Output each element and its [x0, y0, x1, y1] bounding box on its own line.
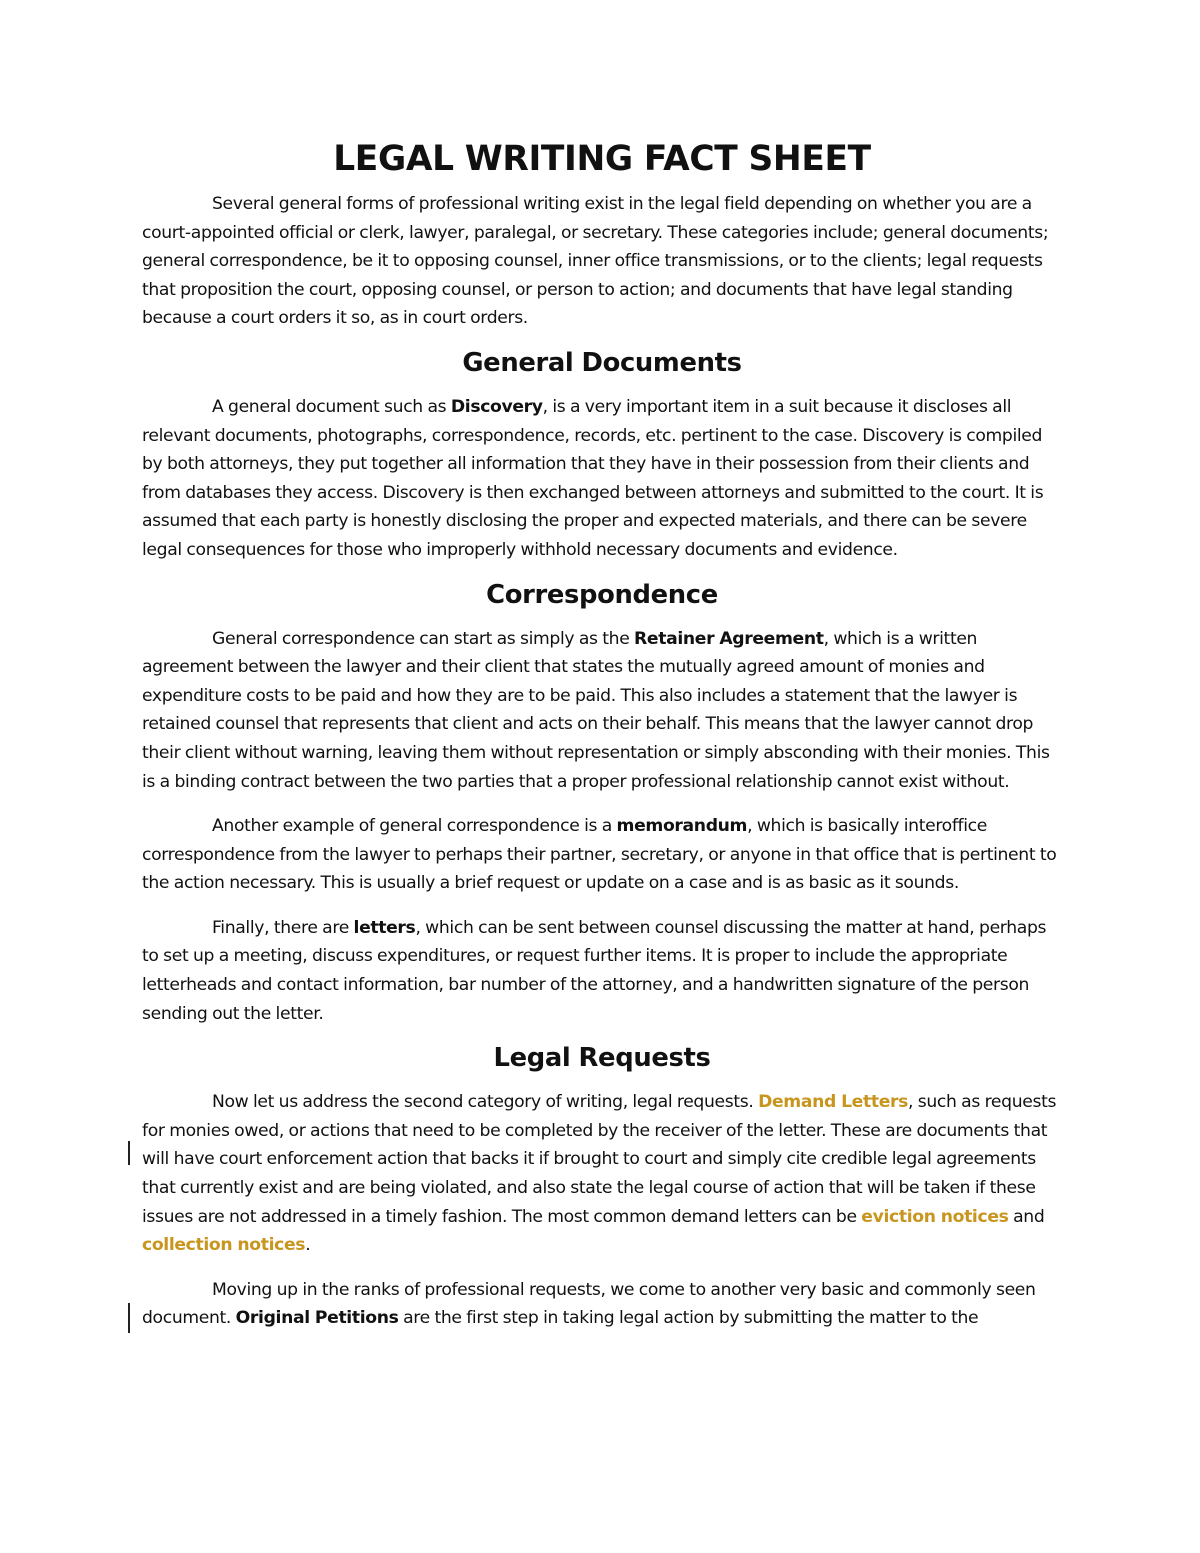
demand-letters-paragraph: Now let us address the second category of writing, legal requests. Demand Letters, such as requests for monies owed, or actions that need to be completed by the receiver of the letter. These are documents that will have court enforcement action that backs it if brought to court and simply cite credible legal agreements that currently exist and are being violated, and also state the legal course of action that will be taken if these issues are not addressed in a timely fashion. The most common demand letters can be eviction notices and collection notices. — [142, 1092, 1057, 1256]
term-discovery: Discovery — [450, 396, 543, 417]
term-memorandum: memorandum — [616, 816, 748, 837]
link-collection-notices[interactable]: collection notices — [142, 1235, 306, 1256]
retainer-agreement-paragraph: General correspondence can start as simply as the Retainer Agreement, which is a written agreement between the lawyer and their client that states the mutually agreed amount of monies and expenditure costs to be paid and how they are to be paid. This also includes a statement that the lawyer is retained counsel that represents that client and acts on their behalf. This means that the lawyer cannot drop their client without warning, leaving them without representation or simply absconding with their monies. This is a binding contract between the two parties that a proper professional relationship cannot exist without. — [142, 628, 1050, 792]
intro-paragraph: Several general forms of professional writing exist in the legal field depending on whether you are a court-appointed official or clerk, lawyer, paralegal, or secretary. These categories include; general documents; general correspondence, be it to opposing counsel, inner office transmissions, or to the clients; legal requests that proposition the court, opposing counsel, or person to action; and documents that have legal standing because a court orders it so, as in court orders. — [142, 194, 1049, 329]
term-original-petitions: Original Petitions — [235, 1308, 399, 1329]
original-petitions-paragraph: Moving up in the ranks of professional requests, we come to another very basic and commonly seen document. Original Petitions are the first step in taking legal action by submitting the matter to the — [142, 1279, 1036, 1329]
section-heading-legal-requests: Legal Requests — [493, 1043, 711, 1074]
link-demand-letters[interactable]: Demand Letters — [758, 1092, 909, 1113]
general-documents-paragraph: A general document such as Discovery, is a very important item in a suit because it discloses all relevant documents, photographs, correspondence, records, etc. pertinent to the case. Discovery is compiled by both attorneys, they put together all information that they have in their possession from their clients and from databases they access. Discovery is then exchanged between attorneys and submitted to the court. It is assumed that each party is honestly disclosing the proper and expected materials, and there can be severe legal consequences for those who improperly withhold necessary documents and evidence. — [142, 396, 1044, 560]
section-heading-correspondence: Correspondence — [486, 579, 718, 610]
link-eviction-notices[interactable]: eviction notices — [861, 1206, 1009, 1227]
term-retainer-agreement: Retainer Agreement — [634, 628, 824, 649]
revision-change-bar — [128, 1141, 130, 1165]
letters-paragraph: Finally, there are letters, which can be sent between counsel discussing the matter at hand, perhaps to set up a meeting, discuss expenditures, or request further items. It is proper to include the appropriate letterheads and contact information, bar number of the attorney, and a handwritten signature of the person sending out the letter. — [142, 917, 1047, 1024]
section-heading-general-documents: General Documents — [462, 347, 742, 378]
memorandum-paragraph: Another example of general correspondence is a memorandum, which is basically interoffice correspondence from the lawyer to perhaps their partner, secretary, or anyone in that office that is pertinent to the action necessary. This is usually a brief request or update on a case and is as basic as it sounds. — [142, 816, 1057, 894]
document-body — [142, 139, 1062, 1349]
term-letters: letters — [353, 917, 416, 938]
revision-change-bar — [128, 1303, 130, 1333]
document-title: LEGAL WRITING FACT SHEET — [333, 139, 871, 179]
